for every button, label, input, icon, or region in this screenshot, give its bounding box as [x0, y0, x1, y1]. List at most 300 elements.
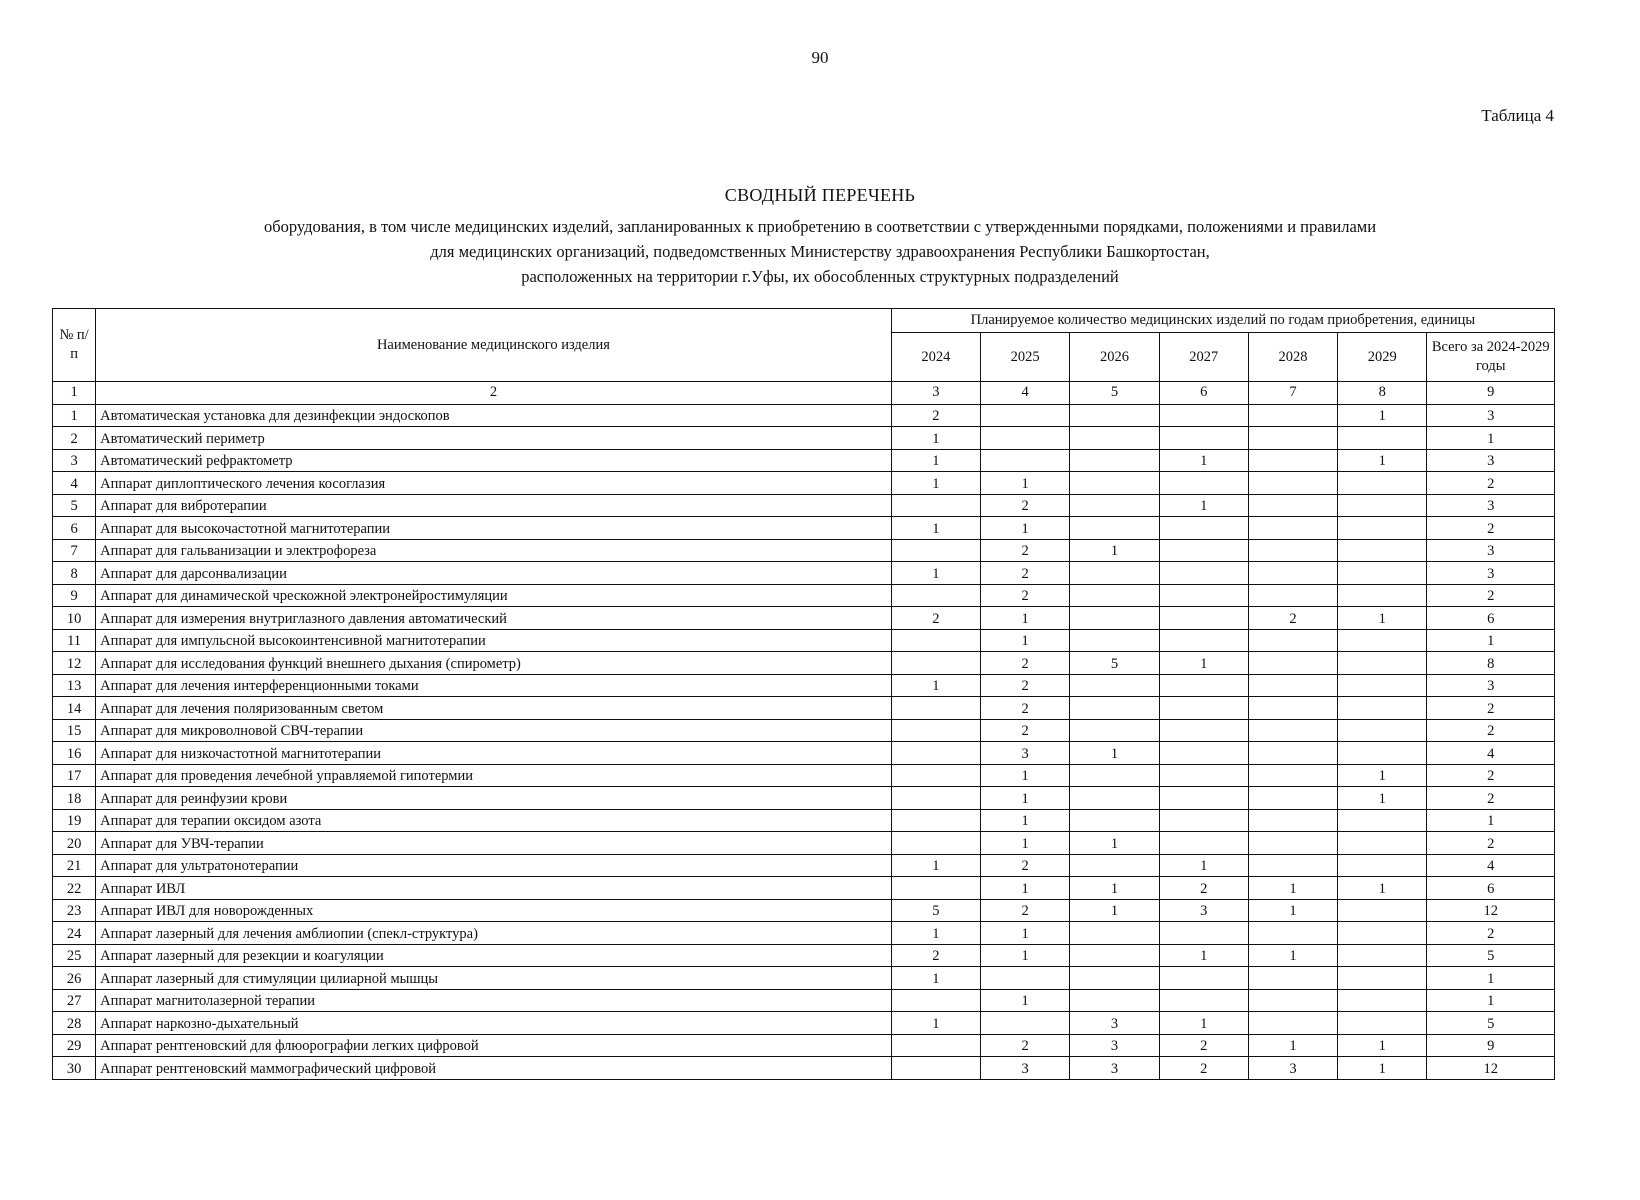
year-quantity-cell — [1338, 832, 1427, 855]
year-quantity-cell: 3 — [981, 1057, 1070, 1080]
row-number-cell: 26 — [53, 967, 96, 990]
year-quantity-cell: 3 — [981, 742, 1070, 765]
total-cell: 3 — [1427, 404, 1555, 427]
year-quantity-cell — [1070, 764, 1159, 787]
year-quantity-cell: 2 — [891, 607, 980, 630]
year-quantity-cell — [1159, 967, 1248, 990]
year-quantity-cell: 2 — [981, 584, 1070, 607]
year-quantity-cell: 2 — [1159, 877, 1248, 900]
year-quantity-cell — [1338, 742, 1427, 765]
header-year: 2024 — [891, 333, 980, 382]
year-quantity-cell — [1159, 719, 1248, 742]
total-cell: 1 — [1427, 967, 1555, 990]
year-quantity-cell — [1159, 742, 1248, 765]
year-quantity-cell — [981, 404, 1070, 427]
total-cell: 2 — [1427, 922, 1555, 945]
row-number-cell: 6 — [53, 517, 96, 540]
row-number-cell: 20 — [53, 832, 96, 855]
total-cell: 2 — [1427, 517, 1555, 540]
year-quantity-cell — [1248, 742, 1337, 765]
column-numbers-row — [53, 382, 1555, 405]
row-number-cell: 14 — [53, 697, 96, 720]
year-quantity-cell — [1338, 674, 1427, 697]
table-row — [53, 809, 1555, 832]
total-cell: 1 — [1427, 629, 1555, 652]
year-quantity-cell: 2 — [1159, 1034, 1248, 1057]
year-quantity-cell: 3 — [1248, 1057, 1337, 1080]
year-quantity-cell — [1338, 967, 1427, 990]
total-cell: 12 — [1427, 1057, 1555, 1080]
row-number-cell: 27 — [53, 989, 96, 1012]
year-quantity-cell — [1159, 832, 1248, 855]
row-number-cell: 8 — [53, 562, 96, 585]
year-quantity-cell: 2 — [981, 494, 1070, 517]
year-quantity-cell — [891, 719, 980, 742]
total-cell: 9 — [1427, 1034, 1555, 1057]
year-quantity-cell: 2 — [981, 652, 1070, 675]
device-name-cell: Аппарат для ультратонотерапии — [96, 854, 892, 877]
table-row — [53, 539, 1555, 562]
table-row — [53, 562, 1555, 585]
year-quantity-cell — [981, 427, 1070, 450]
year-quantity-cell — [1338, 719, 1427, 742]
device-name-cell: Аппарат для микроволновой СВЧ-терапии — [96, 719, 892, 742]
year-quantity-cell — [1338, 809, 1427, 832]
row-number-cell: 12 — [53, 652, 96, 675]
year-quantity-cell — [1248, 584, 1337, 607]
year-quantity-cell: 1 — [981, 517, 1070, 540]
year-quantity-cell — [1248, 967, 1337, 990]
total-cell: 2 — [1427, 584, 1555, 607]
device-name-cell: Аппарат для импульсной высокоинтенсивной магнитотерапии — [96, 629, 892, 652]
year-quantity-cell — [1248, 494, 1337, 517]
device-name-cell: Аппарат лазерный для лечения амблиопии (спекл-структура) — [96, 922, 892, 945]
total-cell: 3 — [1427, 494, 1555, 517]
table-row — [53, 1057, 1555, 1080]
year-quantity-cell: 2 — [981, 719, 1070, 742]
year-quantity-cell — [1338, 539, 1427, 562]
total-cell: 5 — [1427, 1012, 1555, 1035]
device-name-cell: Аппарат для исследования функций внешнего дыхания (спирометр) — [96, 652, 892, 675]
total-cell: 6 — [1427, 877, 1555, 900]
table-row — [53, 989, 1555, 1012]
table-row — [53, 944, 1555, 967]
year-quantity-cell: 2 — [1159, 1057, 1248, 1080]
year-quantity-cell — [1338, 472, 1427, 495]
row-number-cell: 7 — [53, 539, 96, 562]
year-quantity-cell: 1 — [1070, 742, 1159, 765]
year-quantity-cell — [1159, 674, 1248, 697]
year-quantity-cell: 1 — [1248, 899, 1337, 922]
table-row — [53, 494, 1555, 517]
table-row — [53, 764, 1555, 787]
year-quantity-cell — [1338, 944, 1427, 967]
row-number-cell: 19 — [53, 809, 96, 832]
device-name-cell: Аппарат лазерный для стимуляции цилиарной мышцы — [96, 967, 892, 990]
year-quantity-cell — [891, 989, 980, 1012]
row-number-cell: 25 — [53, 944, 96, 967]
total-cell: 2 — [1427, 719, 1555, 742]
year-quantity-cell — [891, 697, 980, 720]
year-quantity-cell: 1 — [981, 832, 1070, 855]
year-quantity-cell — [1070, 787, 1159, 810]
table-row — [53, 787, 1555, 810]
column-number-cell: 9 — [1427, 382, 1555, 405]
document-subtitle-line-1: оборудования, в том числе медицинских изделий, запланированных к приобретению в соответствии с утвержденными порядками, положениями и правилами — [263, 217, 1377, 236]
year-quantity-cell — [1248, 1012, 1337, 1035]
year-quantity-cell: 1 — [891, 562, 980, 585]
year-quantity-cell — [1338, 629, 1427, 652]
row-number-cell: 29 — [53, 1034, 96, 1057]
year-quantity-cell — [1070, 404, 1159, 427]
year-quantity-cell — [1248, 719, 1337, 742]
year-quantity-cell — [891, 584, 980, 607]
table-row — [53, 427, 1555, 450]
year-quantity-cell — [1159, 607, 1248, 630]
table-row — [53, 742, 1555, 765]
row-number-cell: 9 — [53, 584, 96, 607]
row-number-cell: 1 — [53, 404, 96, 427]
year-quantity-cell: 3 — [1070, 1057, 1159, 1080]
year-quantity-cell — [981, 449, 1070, 472]
header-year: 2028 — [1248, 333, 1337, 382]
year-quantity-cell — [1070, 427, 1159, 450]
device-name-cell: Аппарат ИВЛ для новорожденных — [96, 899, 892, 922]
year-quantity-cell — [1159, 517, 1248, 540]
row-number-cell: 24 — [53, 922, 96, 945]
device-name-cell: Аппарат лазерный для резекции и коагуляции — [96, 944, 892, 967]
table-row — [53, 832, 1555, 855]
device-name-cell: Аппарат для лечения поляризованным светом — [96, 697, 892, 720]
device-name-cell: Аппарат для терапии оксидом азота — [96, 809, 892, 832]
table-row — [53, 854, 1555, 877]
year-quantity-cell: 1 — [1159, 494, 1248, 517]
device-name-cell: Аппарат для измерения внутриглазного давления автоматический — [96, 607, 892, 630]
total-cell: 3 — [1427, 674, 1555, 697]
year-quantity-cell: 1 — [891, 1012, 980, 1035]
device-name-cell: Аппарат для УВЧ-терапии — [96, 832, 892, 855]
year-quantity-cell — [1248, 404, 1337, 427]
year-quantity-cell — [1070, 494, 1159, 517]
year-quantity-cell — [891, 787, 980, 810]
year-quantity-cell — [1248, 629, 1337, 652]
device-name-cell: Автоматический периметр — [96, 427, 892, 450]
year-quantity-cell: 1 — [1159, 944, 1248, 967]
year-quantity-cell — [1070, 562, 1159, 585]
row-number-cell: 5 — [53, 494, 96, 517]
total-cell: 4 — [1427, 854, 1555, 877]
table-row — [53, 922, 1555, 945]
year-quantity-cell — [1159, 764, 1248, 787]
year-quantity-cell: 1 — [891, 854, 980, 877]
year-quantity-cell: 1 — [1338, 1057, 1427, 1080]
year-quantity-cell — [981, 1012, 1070, 1035]
year-quantity-cell: 2 — [891, 404, 980, 427]
year-quantity-cell — [1248, 787, 1337, 810]
year-quantity-cell — [1159, 697, 1248, 720]
year-quantity-cell — [891, 494, 980, 517]
year-quantity-cell: 1 — [981, 922, 1070, 945]
table-row — [53, 517, 1555, 540]
year-quantity-cell — [1248, 809, 1337, 832]
year-quantity-cell — [1338, 854, 1427, 877]
year-quantity-cell — [1248, 697, 1337, 720]
row-number-cell: 11 — [53, 629, 96, 652]
year-quantity-cell — [1248, 427, 1337, 450]
row-number-cell: 28 — [53, 1012, 96, 1035]
year-quantity-cell — [1338, 427, 1427, 450]
row-number-cell: 2 — [53, 427, 96, 450]
table-row — [53, 652, 1555, 675]
year-quantity-cell: 1 — [1070, 539, 1159, 562]
table-row — [53, 629, 1555, 652]
device-name-cell: Аппарат для лечения интерференционными токами — [96, 674, 892, 697]
year-quantity-cell: 5 — [1070, 652, 1159, 675]
year-quantity-cell — [1070, 607, 1159, 630]
year-quantity-cell: 1 — [1338, 404, 1427, 427]
table-row — [53, 674, 1555, 697]
year-quantity-cell — [1070, 584, 1159, 607]
year-quantity-cell — [1248, 539, 1337, 562]
column-number-cell: 1 — [53, 382, 96, 405]
year-quantity-cell — [1070, 922, 1159, 945]
device-name-cell: Аппарат рентгеновский для флюорографии легких цифровой — [96, 1034, 892, 1057]
year-quantity-cell: 1 — [1338, 764, 1427, 787]
year-quantity-cell — [1338, 697, 1427, 720]
row-number-cell: 4 — [53, 472, 96, 495]
row-number-cell: 21 — [53, 854, 96, 877]
total-cell: 3 — [1427, 539, 1555, 562]
row-number-cell: 17 — [53, 764, 96, 787]
year-quantity-cell — [1159, 787, 1248, 810]
year-quantity-cell: 2 — [981, 899, 1070, 922]
year-quantity-cell — [1070, 629, 1159, 652]
year-quantity-cell — [1159, 989, 1248, 1012]
year-quantity-cell: 1 — [1338, 449, 1427, 472]
year-quantity-cell — [981, 967, 1070, 990]
year-quantity-cell: 1 — [891, 449, 980, 472]
document-subtitle-line-3: расположенных на территории г.Уфы, их обособленных структурных подразделений — [521, 267, 1119, 286]
device-name-cell: Автоматическая установка для дезинфекции эндоскопов — [96, 404, 892, 427]
year-quantity-cell: 2 — [981, 539, 1070, 562]
year-quantity-cell — [1070, 697, 1159, 720]
year-quantity-cell: 1 — [891, 967, 980, 990]
column-number-cell: 2 — [96, 382, 892, 405]
year-quantity-cell: 2 — [981, 674, 1070, 697]
year-quantity-cell: 1 — [891, 674, 980, 697]
year-quantity-cell: 2 — [1248, 607, 1337, 630]
year-quantity-cell — [1070, 809, 1159, 832]
year-quantity-cell — [1248, 652, 1337, 675]
header-planned-quantity: Планируемое количество медицинских изделий по годам приобретения, единицы — [891, 309, 1554, 333]
total-cell: 6 — [1427, 607, 1555, 630]
total-cell: 3 — [1427, 562, 1555, 585]
year-quantity-cell: 3 — [1070, 1012, 1159, 1035]
year-quantity-cell — [1070, 967, 1159, 990]
year-quantity-cell: 1 — [981, 787, 1070, 810]
year-quantity-cell — [1338, 517, 1427, 540]
total-cell: 3 — [1427, 449, 1555, 472]
header-total: Всего за 2024-2029 годы — [1427, 333, 1555, 382]
row-number-cell: 16 — [53, 742, 96, 765]
header-year: 2026 — [1070, 333, 1159, 382]
year-quantity-cell — [1248, 449, 1337, 472]
total-cell: 2 — [1427, 764, 1555, 787]
table-row — [53, 877, 1555, 900]
header-number: № п/п — [53, 309, 96, 382]
device-name-cell: Аппарат для динамической чрескожной электронейростимуляции — [96, 584, 892, 607]
year-quantity-cell: 2 — [981, 562, 1070, 585]
year-quantity-cell: 1 — [981, 989, 1070, 1012]
year-quantity-cell: 1 — [891, 472, 980, 495]
year-quantity-cell — [1159, 809, 1248, 832]
table-row — [53, 472, 1555, 495]
device-name-cell: Аппарат ИВЛ — [96, 877, 892, 900]
table-label: Таблица 4 — [1481, 106, 1554, 125]
row-number-cell: 10 — [53, 607, 96, 630]
year-quantity-cell — [891, 539, 980, 562]
device-name-cell: Аппарат наркозно-дыхательный — [96, 1012, 892, 1035]
year-quantity-cell — [1338, 1012, 1427, 1035]
year-quantity-cell — [1248, 989, 1337, 1012]
device-name-cell: Аппарат для низкочастотной магнитотерапии — [96, 742, 892, 765]
year-quantity-cell — [1159, 562, 1248, 585]
year-quantity-cell: 1 — [1338, 787, 1427, 810]
year-quantity-cell: 1 — [981, 764, 1070, 787]
table-body — [53, 382, 1555, 1080]
row-number-cell: 23 — [53, 899, 96, 922]
year-quantity-cell: 1 — [891, 922, 980, 945]
year-quantity-cell: 1 — [891, 427, 980, 450]
column-number-cell: 4 — [981, 382, 1070, 405]
header-year: 2027 — [1159, 333, 1248, 382]
year-quantity-cell — [1070, 989, 1159, 1012]
total-cell: 4 — [1427, 742, 1555, 765]
year-quantity-cell — [1338, 922, 1427, 945]
row-number-cell: 18 — [53, 787, 96, 810]
year-quantity-cell: 1 — [1338, 877, 1427, 900]
year-quantity-cell — [1248, 764, 1337, 787]
year-quantity-cell — [1159, 922, 1248, 945]
year-quantity-cell — [1338, 989, 1427, 1012]
header-name: Наименование медицинского изделия — [96, 309, 892, 382]
total-cell: 2 — [1427, 787, 1555, 810]
year-quantity-cell — [891, 742, 980, 765]
column-number-cell: 6 — [1159, 382, 1248, 405]
table-row — [53, 1012, 1555, 1035]
row-number-cell: 22 — [53, 877, 96, 900]
year-quantity-cell — [891, 877, 980, 900]
year-quantity-cell: 3 — [1159, 899, 1248, 922]
year-quantity-cell: 1 — [1248, 944, 1337, 967]
table-row — [53, 967, 1555, 990]
year-quantity-cell: 1 — [1070, 877, 1159, 900]
year-quantity-cell: 1 — [891, 517, 980, 540]
column-number-cell: 3 — [891, 382, 980, 405]
year-quantity-cell: 1 — [981, 877, 1070, 900]
year-quantity-cell — [1248, 562, 1337, 585]
total-cell: 12 — [1427, 899, 1555, 922]
year-quantity-cell — [891, 629, 980, 652]
year-quantity-cell — [1159, 629, 1248, 652]
row-number-cell: 30 — [53, 1057, 96, 1080]
year-quantity-cell: 1 — [1338, 1034, 1427, 1057]
page-number: 90 — [811, 48, 829, 67]
year-quantity-cell — [1159, 584, 1248, 607]
equipment-table — [52, 308, 1555, 1080]
year-quantity-cell: 1 — [1159, 449, 1248, 472]
year-quantity-cell — [1248, 854, 1337, 877]
year-quantity-cell — [891, 832, 980, 855]
year-quantity-cell: 1 — [1159, 1012, 1248, 1035]
table-row — [53, 719, 1555, 742]
row-number-cell: 15 — [53, 719, 96, 742]
year-quantity-cell: 1 — [1159, 652, 1248, 675]
year-quantity-cell — [1159, 472, 1248, 495]
year-quantity-cell — [1248, 674, 1337, 697]
year-quantity-cell — [1070, 719, 1159, 742]
year-quantity-cell: 2 — [981, 854, 1070, 877]
device-name-cell: Аппарат рентгеновский маммографический цифровой — [96, 1057, 892, 1080]
year-quantity-cell: 1 — [981, 944, 1070, 967]
year-quantity-cell — [1338, 899, 1427, 922]
total-cell: 2 — [1427, 472, 1555, 495]
total-cell: 1 — [1427, 427, 1555, 450]
device-name-cell: Аппарат диплоптического лечения косоглазия — [96, 472, 892, 495]
year-quantity-cell — [891, 652, 980, 675]
table-row — [53, 404, 1555, 427]
header-year: 2029 — [1338, 333, 1427, 382]
total-cell: 8 — [1427, 652, 1555, 675]
device-name-cell: Аппарат для высокочастотной магнитотерапии — [96, 517, 892, 540]
document-title-block — [0, 185, 1640, 289]
total-cell: 5 — [1427, 944, 1555, 967]
device-name-cell: Аппарат магнитолазерной терапии — [96, 989, 892, 1012]
year-quantity-cell — [1070, 854, 1159, 877]
device-name-cell: Аппарат для дарсонвализации — [96, 562, 892, 585]
year-quantity-cell — [1159, 427, 1248, 450]
year-quantity-cell: 1 — [1070, 899, 1159, 922]
year-quantity-cell — [1248, 832, 1337, 855]
year-quantity-cell: 2 — [981, 1034, 1070, 1057]
year-quantity-cell — [1338, 494, 1427, 517]
total-cell: 1 — [1427, 989, 1555, 1012]
year-quantity-cell — [1070, 472, 1159, 495]
year-quantity-cell: 1 — [981, 472, 1070, 495]
total-cell: 2 — [1427, 832, 1555, 855]
table-row — [53, 607, 1555, 630]
total-cell: 1 — [1427, 809, 1555, 832]
year-quantity-cell — [1338, 562, 1427, 585]
year-quantity-cell: 5 — [891, 899, 980, 922]
document-title: СВОДНЫЙ ПЕРЕЧЕНЬ — [724, 185, 916, 205]
device-name-cell: Автоматический рефрактометр — [96, 449, 892, 472]
table-row — [53, 584, 1555, 607]
year-quantity-cell: 3 — [1070, 1034, 1159, 1057]
year-quantity-cell — [891, 809, 980, 832]
year-quantity-cell — [1248, 472, 1337, 495]
year-quantity-cell: 1 — [1159, 854, 1248, 877]
year-quantity-cell — [1159, 404, 1248, 427]
year-quantity-cell: 1 — [981, 607, 1070, 630]
total-cell: 2 — [1427, 697, 1555, 720]
year-quantity-cell: 1 — [981, 629, 1070, 652]
year-quantity-cell: 1 — [1338, 607, 1427, 630]
year-quantity-cell: 1 — [1248, 877, 1337, 900]
table-row — [53, 899, 1555, 922]
year-quantity-cell — [1159, 539, 1248, 562]
year-quantity-cell — [1070, 674, 1159, 697]
